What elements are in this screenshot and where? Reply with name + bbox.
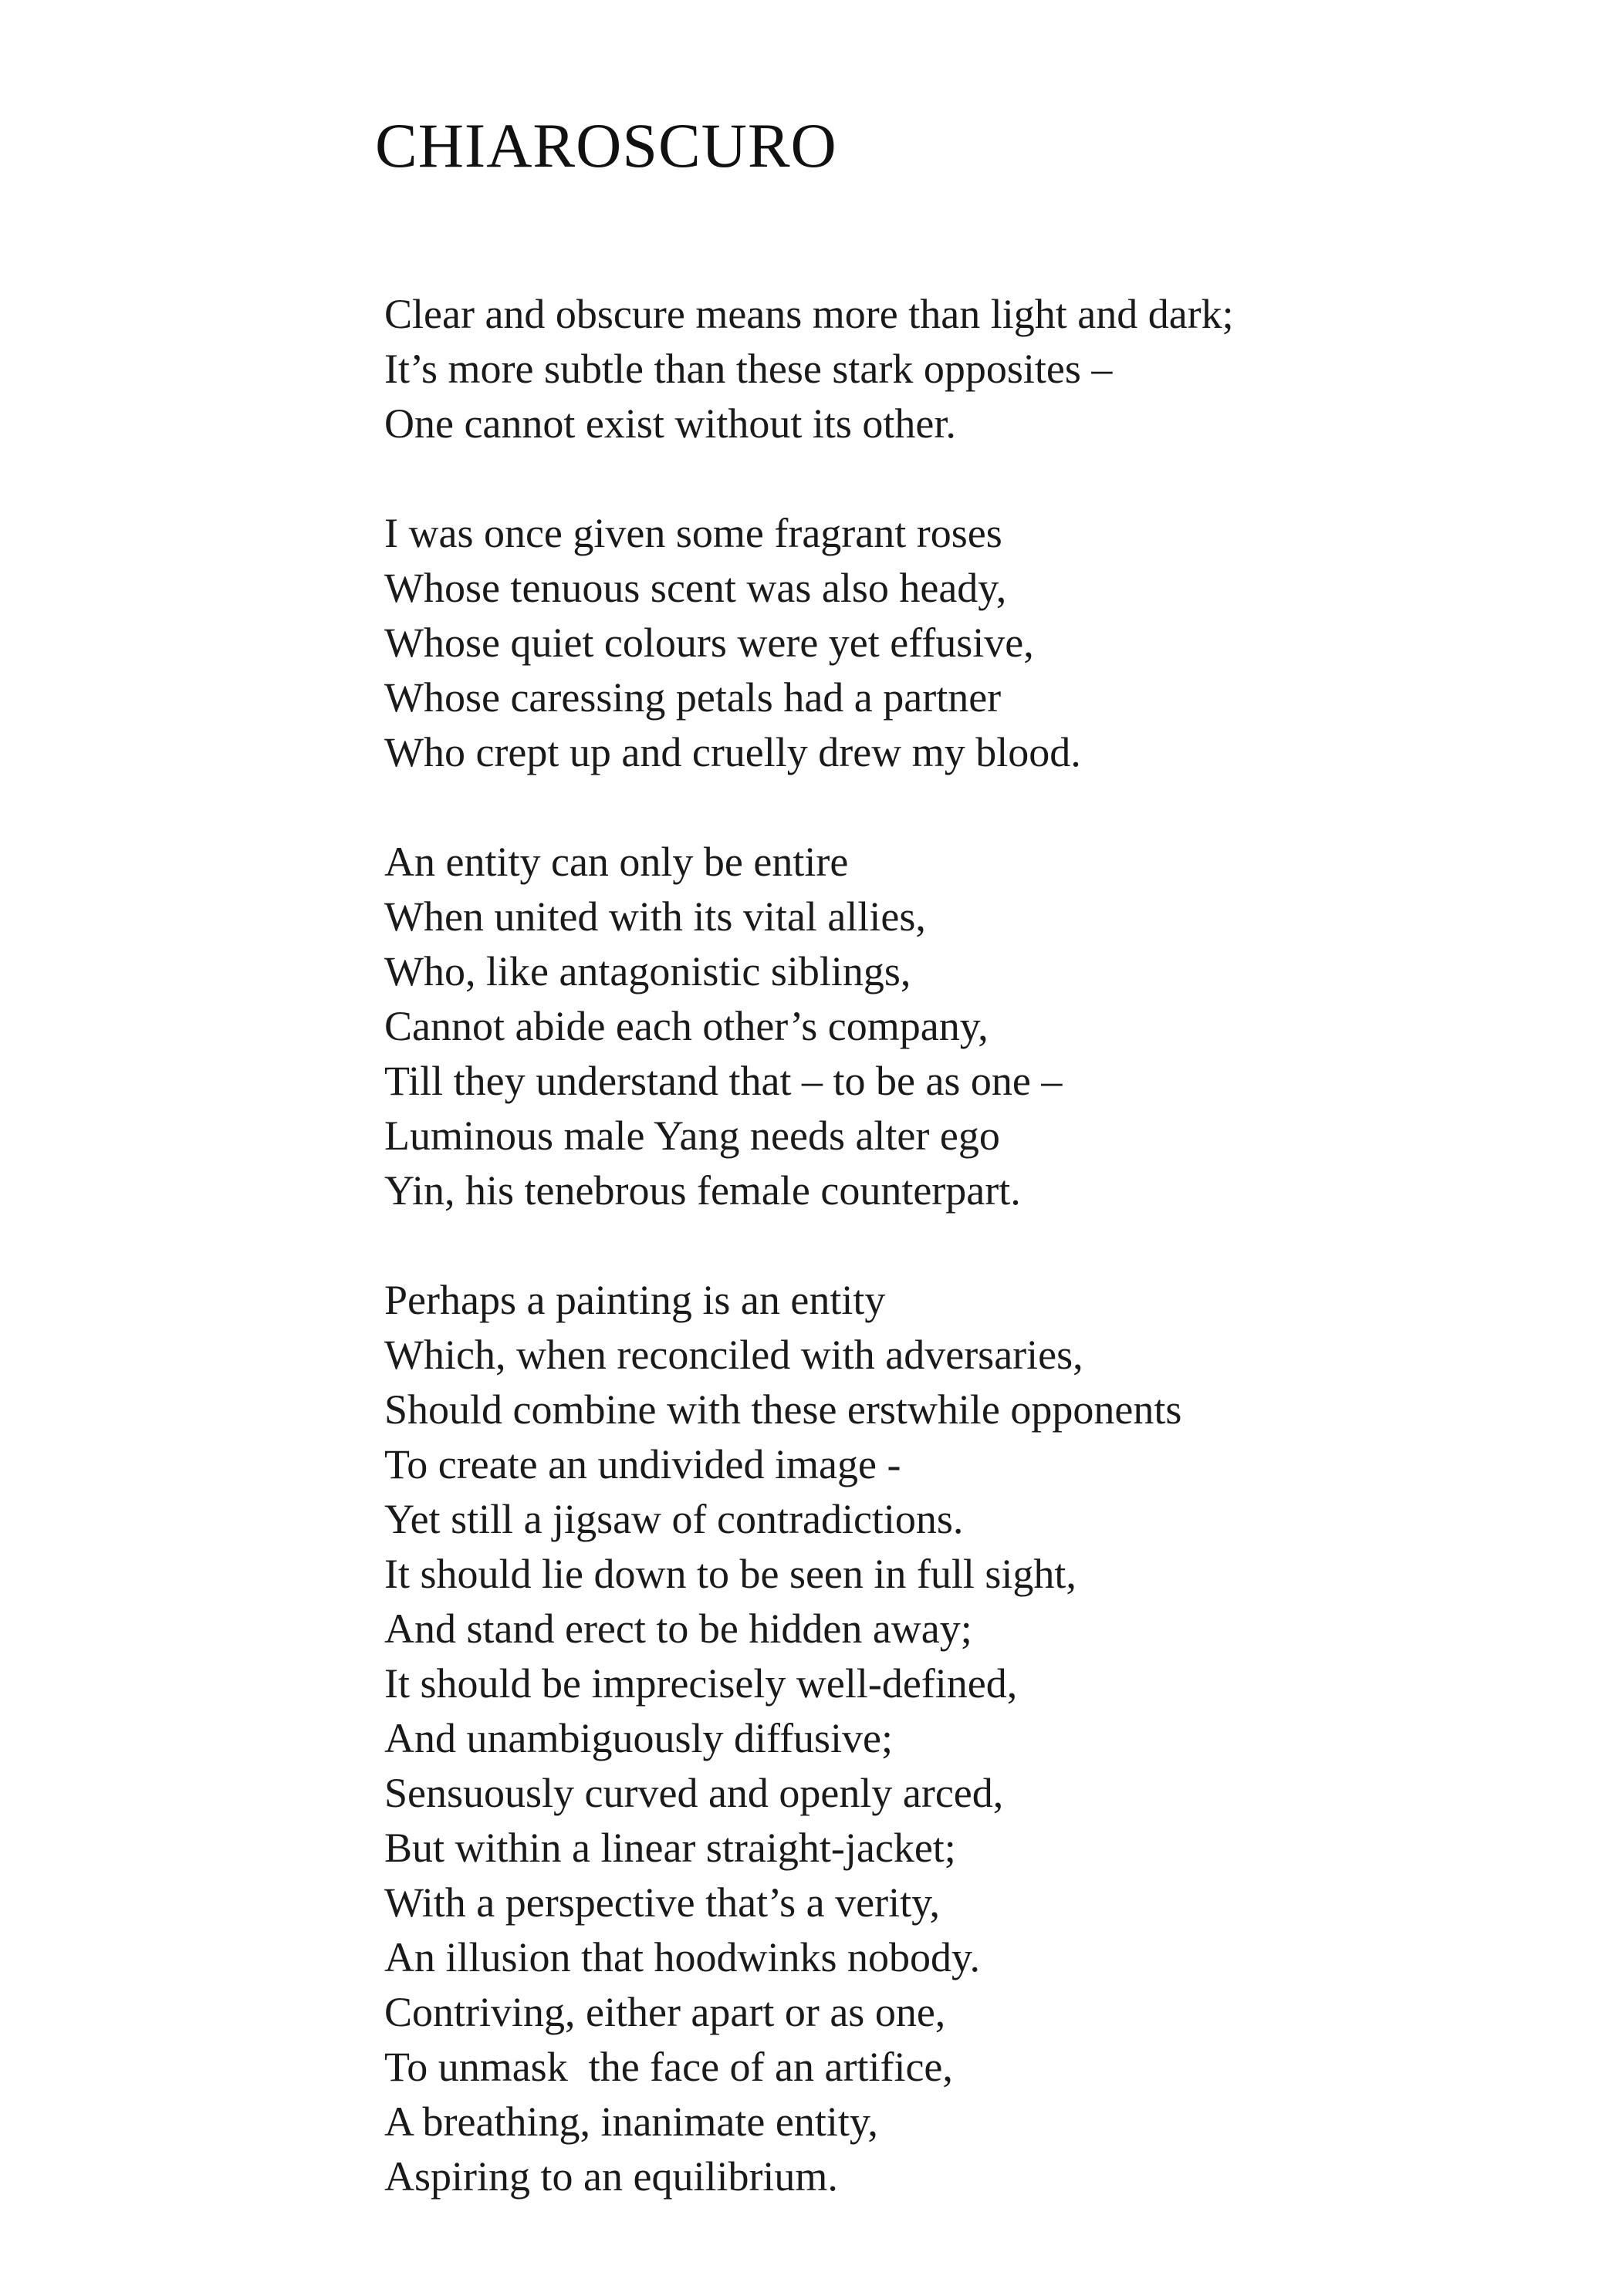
poem-line: Aspiring to an equilibrium. bbox=[384, 2153, 838, 2200]
poem-body bbox=[384, 287, 1588, 2204]
poem-title: CHIAROSCURO bbox=[375, 110, 837, 181]
poem-line: Sensuously curved and openly arced, bbox=[384, 1770, 1004, 1816]
stanza-3 bbox=[384, 835, 1588, 1218]
poem-line: I was once given some fragrant roses bbox=[384, 510, 1002, 556]
poem-line: To unmask the face of an artifice, bbox=[384, 2044, 953, 2090]
poem-line: To create an undivided image - bbox=[384, 1441, 901, 1487]
poem-line: Cannot abide each other’s company, bbox=[384, 1003, 989, 1049]
poem-line: An illusion that hoodwinks nobody. bbox=[384, 1934, 981, 1980]
poem-line: Clear and obscure means more than light and dark; bbox=[384, 291, 1234, 337]
poem-line: When united with its vital allies, bbox=[384, 893, 926, 940]
poem-line: Who crept up and cruelly drew my blood. bbox=[384, 729, 1081, 775]
poem-line: Contriving, either apart or as one, bbox=[384, 1989, 946, 2035]
poem-line: A breathing, inanimate entity, bbox=[384, 2098, 878, 2145]
stanza-2 bbox=[384, 506, 1588, 780]
stanza-4 bbox=[384, 1273, 1588, 2204]
poem-line: One cannot exist without its other. bbox=[384, 400, 956, 447]
poem-line: Should combine with these erstwhile opponents bbox=[384, 1386, 1182, 1433]
poem-line: Luminous male Yang needs alter ego bbox=[384, 1113, 1000, 1159]
stanza-1 bbox=[384, 287, 1588, 451]
poem-line: Whose quiet colours were yet effusive, bbox=[384, 620, 1034, 666]
poem-line: Yin, his tenebrous female counterpart. bbox=[384, 1167, 1021, 1214]
poem-line: It’s more subtle than these stark opposites – bbox=[384, 346, 1113, 392]
poem-line: Who, like antagonistic siblings, bbox=[384, 948, 911, 994]
poem-line: An entity can only be entire bbox=[384, 839, 849, 885]
poem-line: With a perspective that’s a verity, bbox=[384, 1879, 941, 1926]
poem-line: Whose tenuous scent was also heady, bbox=[384, 565, 1007, 611]
poem-line: It should be imprecisely well-defined, bbox=[384, 1660, 1018, 1707]
poem-line: Till they understand that – to be as one – bbox=[384, 1058, 1063, 1104]
poem-line: Whose caressing petals had a partner bbox=[384, 674, 1002, 721]
poem-line: Which, when reconciled with adversaries, bbox=[384, 1332, 1083, 1378]
poem-line: And stand erect to be hidden away; bbox=[384, 1606, 972, 1652]
poem-line: But within a linear straight-jacket; bbox=[384, 1825, 956, 1871]
poem-line: It should lie down to be seen in full sight, bbox=[384, 1551, 1077, 1597]
poem-line: Yet still a jigsaw of contradictions. bbox=[384, 1496, 964, 1542]
poem-line: Perhaps a painting is an entity bbox=[384, 1277, 886, 1323]
poem-line: And unambiguously diffusive; bbox=[384, 1715, 893, 1761]
